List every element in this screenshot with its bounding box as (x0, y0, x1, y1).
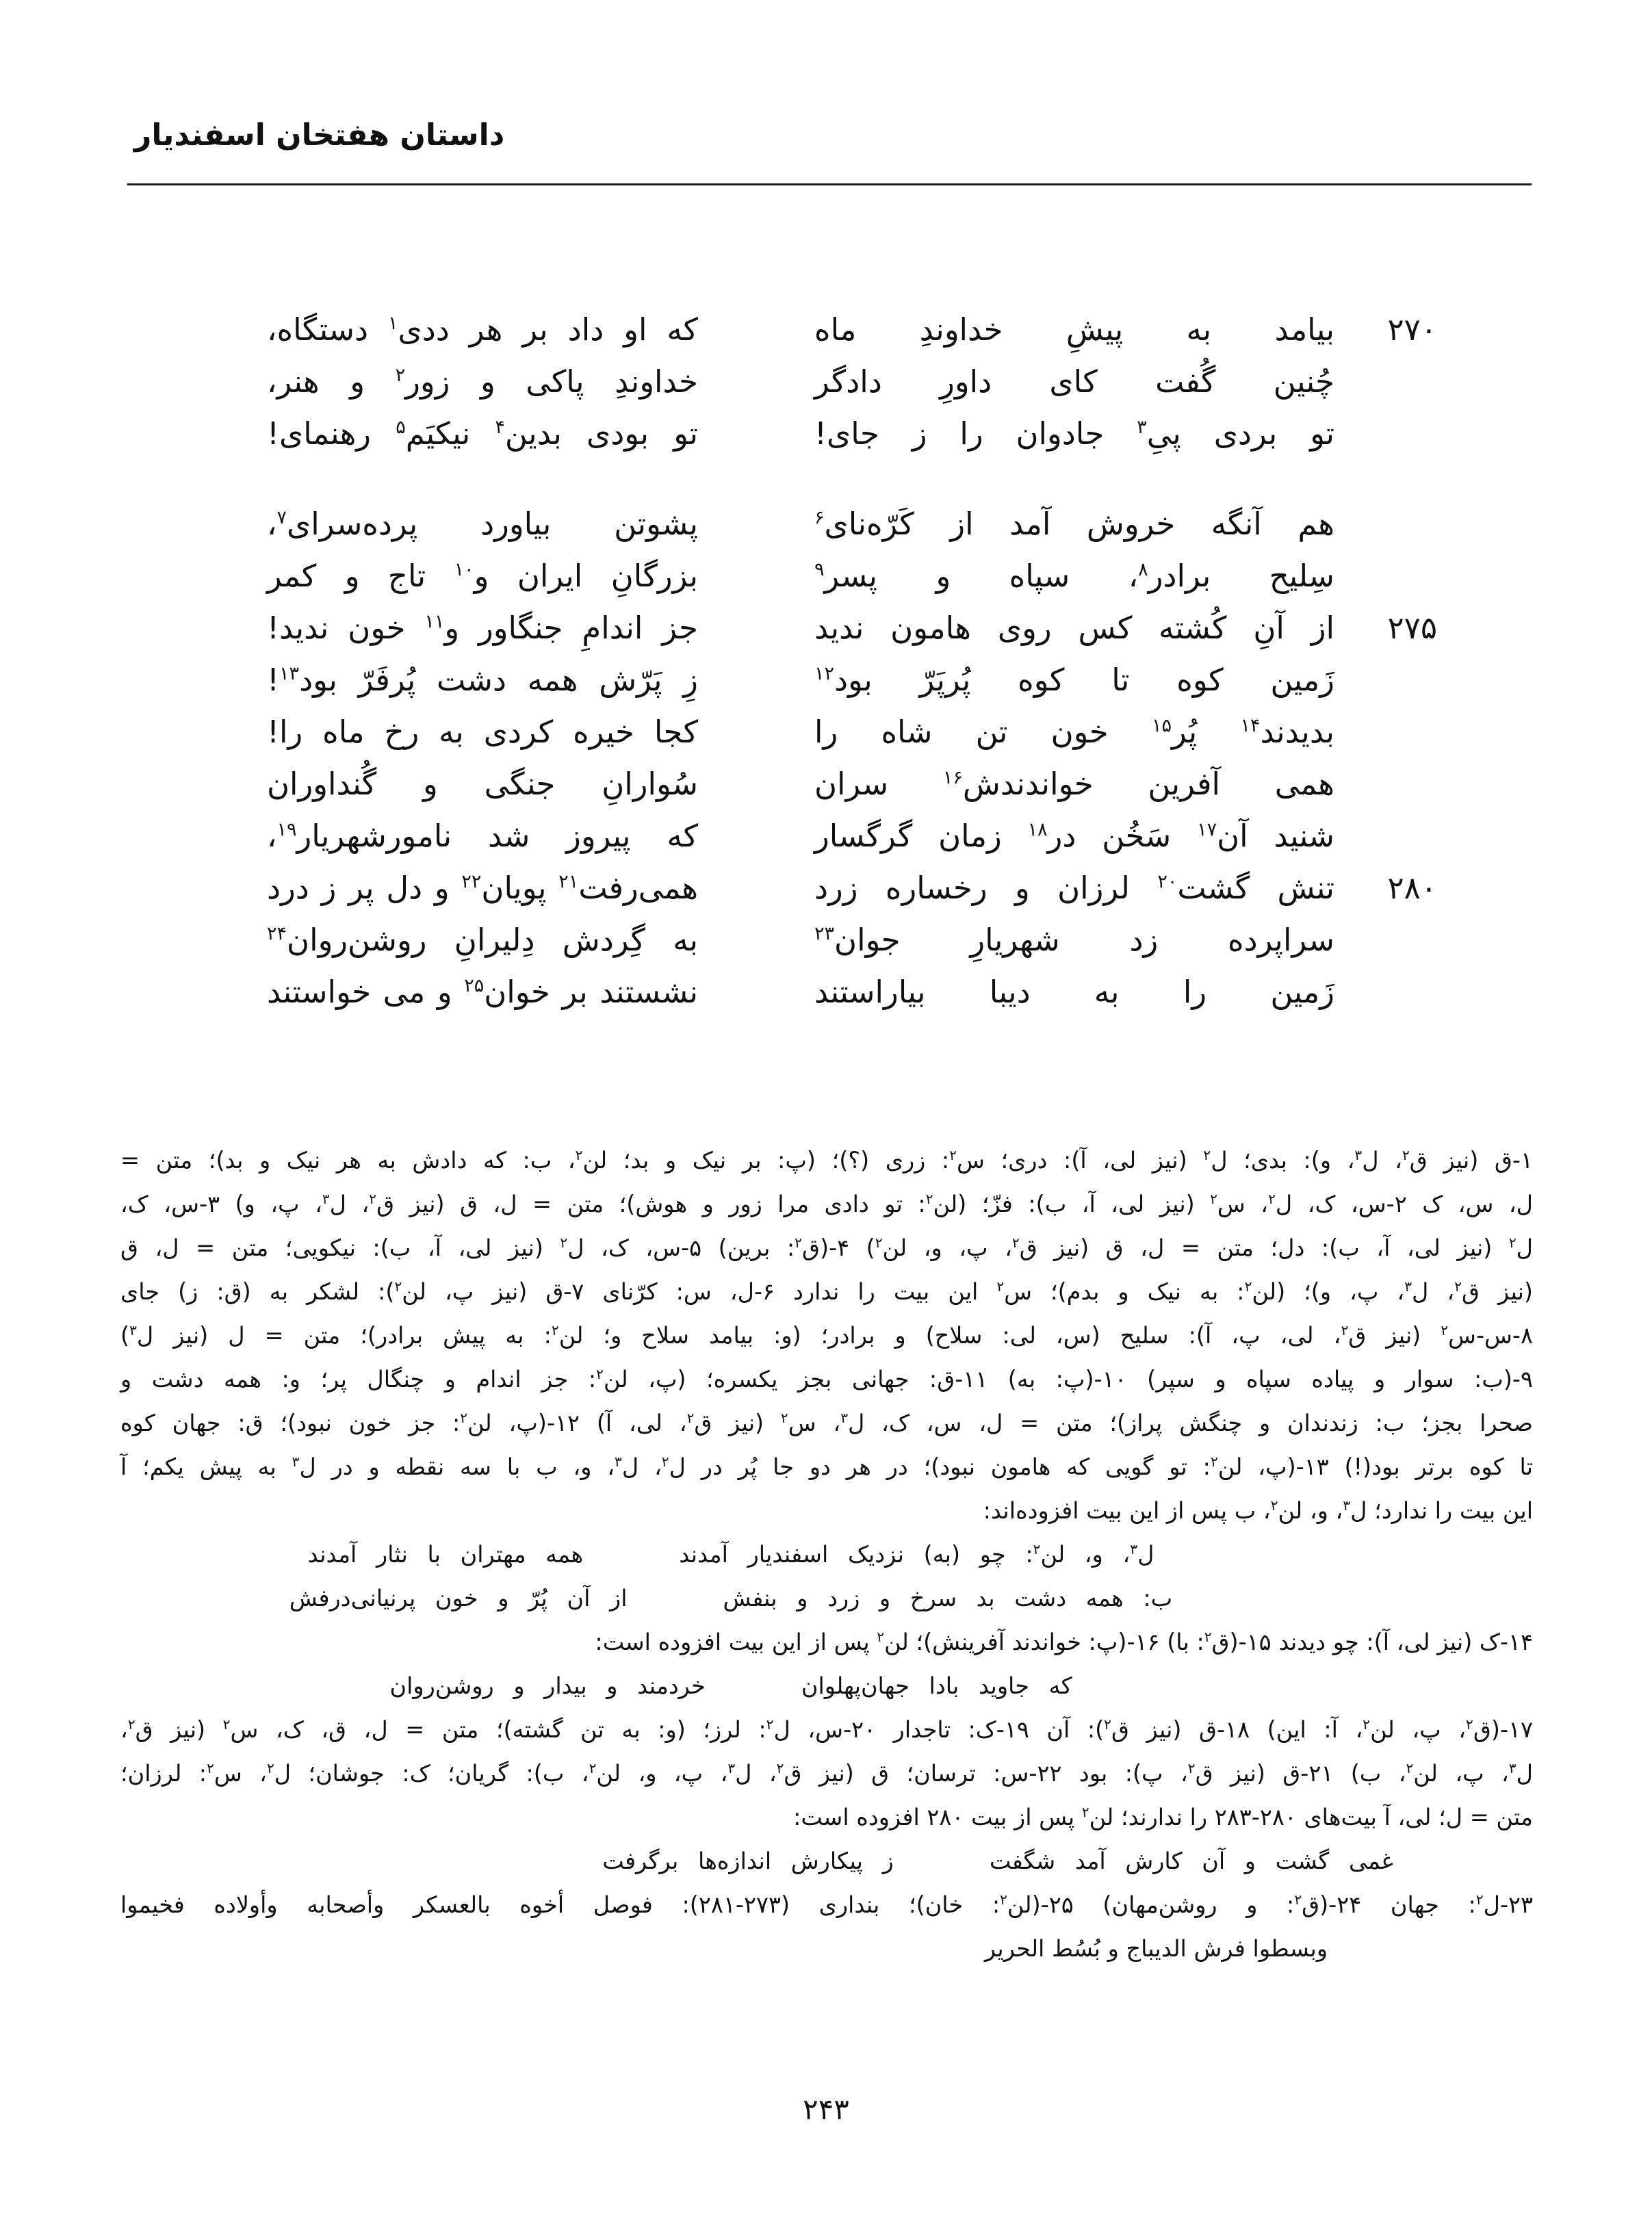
apparatus-verse-right-half: که جاوید بادا جهان‌پهلوان (801, 1672, 1072, 1699)
couplet-row (267, 408, 1437, 460)
hemistich-left: همی‌رفت$^{۲۱}$ پویان$^{۲۲}$ و دل پر ز درد (267, 870, 698, 906)
hemistich-left: که او داد بر هر ددی$^۱$ دستگاه، (267, 311, 698, 348)
couplet-row (267, 304, 1437, 356)
couplet-row (267, 498, 1437, 550)
apparatus-line: ۸-س-س$^۲$ (نیز ق$^۲$، لی، پ، آ): سلیح (س، لی: سلاح) و برادر؛ (و: بیامد سلاح و؛ لن$^۲$: به پیش برادر)؛ متن = ل (نیز ل$^۳$) (120, 1321, 1534, 1349)
verse-block (267, 304, 1437, 1018)
hemistich-right: سراپرده زد شهریارِ جوان$^{۲۳}$ (814, 922, 1334, 958)
apparatus-inserted-verse (25, 1577, 1437, 1620)
header-rule (127, 183, 1532, 185)
apparatus-line: (نیز ق$^۲$، ل$^۳$، پ، و)؛ (لن$^۲$: به نیک و بدم)؛ س$^۲$ این بیت را ندارد ۶-ل، س: کرّنای ۷-ق (نیز پ، لن$^۲$): لشکر به (ق: ز) جای (120, 1278, 1533, 1305)
hemistich-right: تنش گشت$^{۲۰}$ لرزان و رخساره زرد (814, 870, 1334, 906)
apparatus-inserted-verse (25, 1533, 1437, 1577)
page-number: ۲۴۳ (803, 2093, 849, 2126)
hemistich-right: چُنین گُفت کای داورِ دادگر (814, 363, 1334, 400)
verse-number: ۲۷۵ (1387, 610, 1437, 646)
hemistich-left: کجا خیره کردی به رخ ماه را! (267, 714, 698, 750)
couplet-row (267, 914, 1437, 966)
hemistich-right: زَمین را به دیبا بیاراستند (814, 974, 1334, 1010)
apparatus-line: متن = ل؛ لی، آ بیت‌های ۲۸۰-۲۸۳ را ندارند؛ لن$^۲$ پس از بیت ۲۸۰ افزوده است: (793, 1803, 1533, 1830)
couplet-row (267, 862, 1437, 914)
hemistich-right: زَمین کوه تا کوه پُرپَرّ بود$^{۱۲}$ (814, 662, 1334, 698)
hemistich-left: خداوندِ پاکی و زور$^۲$ و هنر، (267, 363, 698, 400)
apparatus-verse-right-half: ل$^۳$، و، لن$^۲$: چو (به) نزدیک اسفندیار آمدند (679, 1540, 1154, 1568)
apparatus-verse-left-half: ز پیکارش اندازه‌ها برگرفت (602, 1848, 894, 1874)
apparatus-inserted-verse (25, 1664, 1437, 1708)
hemistich-left: بزرگانِ ایران و$^{۱۰}$ تاج و کمر (267, 558, 698, 594)
hemistich-right: شنید آن$^{۱۷}$ سَخُن در$^{۱۸}$ زمان گرگسار (814, 818, 1334, 854)
hemistich-left: پشوتن بیاورد پرده‌سرای$^۷$، (267, 506, 698, 542)
apparatus-line: این بیت را ندارد؛ ل$^۳$، و، لن$^۲$، ب پس از این بیت افزوده‌اند: (983, 1497, 1533, 1524)
couplet-row (267, 654, 1437, 706)
apparatus-line: ل$^۳$، پ، لن$^۲$، ب) ۲۱-ق (نیز ق$^۲$، پ): بود ۲۲-س: ترسان؛ ق (نیز ق$^۲$، ل$^۳$، پ، و، لن$^۲$، ب): گریان؛ ک: جوشان؛ ل$^۲$، س$^۲$: لرزان؛ (120, 1759, 1534, 1787)
hemistich-left: سُوارانِ جنگی و گُنداوران (267, 766, 698, 802)
apparatus-line: ل$^۲$ (نیز لی، آ، ب): دل؛ متن = ل، ق (نیز ق$^۲$، پ، و، لن$^۲$) ۴-(ق$^۲$: برین) ۵-س، ک، ل$^۲$ (نیز لی، آ، ب): نیکویی؛ متن = ل، ق (120, 1234, 1533, 1261)
hemistich-left: که پیروز شد نامورشهریار$^{۱۹}$، (267, 818, 698, 854)
apparatus-line: صحرا بجز؛ ب: زندندان و چنگش پراز)؛ متن = ل، س، ک، ل$^۳$، س$^۲$ (نیز ق$^۲$، لی، آ) ۱۲-(پ، لن$^۲$: جز خون نبود)؛ ق: جهان کوه (120, 1409, 1533, 1436)
apparatus-verse-left-half: خردمند و بیدار و روشن‌روان (389, 1672, 706, 1699)
hemistich-left: تو بودی بدین$^۴$ نیکیَم$^۵$ رهنمای! (267, 415, 699, 452)
couplet-row (267, 550, 1437, 602)
apparatus-line: ۱۴-ک (نیز لی، آ): چو دیدند ۱۵-(ق$^۲$: با) ۱۶-(پ: خواندند آفرینش)؛ لن$^۲$ پس از این بیت افزوده است: (595, 1628, 1533, 1655)
page-title: داستان هفتخان اسفندیار (134, 118, 505, 153)
apparatus-block (120, 1139, 1533, 1971)
apparatus-line: ۲۳-ل$^۲$: جهان ۲۴-(ق$^۲$: و روشن‌مهان) ۲۵-(لن$^۲$: خان)؛ بنداری (۲۷۳-۲۸۱): فوصل أخوه بالعسکر وأصحابه وأولاده فخیموا (120, 1891, 1533, 1918)
hemistich-left: جز اندامِ جنگاور و$^{۱۱}$ خون ندید! (267, 610, 698, 646)
couplet-row (267, 758, 1437, 810)
couplet-row (267, 356, 1437, 408)
hemistich-right: بدیدند$^{۱۴}$ پُر$^{۱۵}$ خون تن شاه را (814, 714, 1334, 750)
apparatus-verse-left-half: از آن پُرّ و خون پرنیانی‌درفش (289, 1585, 628, 1612)
apparatus-verse-right-half: غمی گشت و آن کارش آمد شگفت (989, 1848, 1393, 1874)
apparatus-line: تا کوه برتر بود(!) ۱۳-(پ، لن$^۲$: تو گویی که هامون نبود)؛ در هر دو جا پُر در ل$^۲$، ل$^۳$، و، ب با سه نقطه و در ل$^۳$ به پیش یکم؛ آ (120, 1453, 1533, 1480)
apparatus-line: ۱۷-(ق$^۲$، پ، لن$^۲$، آ: این) ۱۸-ق (نیز ق$^۲$): آن ۱۹-ک: تاجدار ۲۰-س، ل$^۲$: لرز؛ (و: به تن گشته)؛ متن = ل، ق، ک، س$^۲$ (نیز ق$^۲$، (120, 1716, 1533, 1743)
hemistich-right: همی آفرین خواندندش$^{۱۶}$ سران (814, 766, 1334, 802)
apparatus-line: ل، س، ک ۲-س، ک، ل$^۲$، س$^۲$ (نیز لی، آ، ب): فزّ؛ (لن$^۲$: تو دادی مرا زور و هوش)؛ متن = ل، ق (نیز ق$^۲$، ل$^۳$، پ، و) ۳-س، ک، (120, 1190, 1533, 1217)
running-header (134, 118, 504, 153)
apparatus-line: وبسطوا فرش الدیباج و بُسُط الحریر (984, 1935, 1328, 1962)
apparatus-verse-left-half: همه مهتران با نثار آمدند (307, 1541, 584, 1568)
apparatus-line: ۹-(ب: سوار و پیاده سپاه و سپر) ۱۰-(پ: به) ۱۱-ق: جهانی بجز یکسره؛ (پ، لن$^۲$: جز اندام و چنگال پر؛ و: همه دشت و (120, 1365, 1533, 1393)
hemistich-right: سِلیح برادر$^۸$، سپاه و پسر$^۹$ (814, 558, 1334, 594)
apparatus-verse-right-half: ب: همه دشت بد سرخ و زرد و بنفش (723, 1585, 1173, 1612)
couplet-row (267, 706, 1437, 758)
hemistich-left: به گِردش دِلیرانِ روشن‌روان$^{۲۴}$ (267, 922, 698, 958)
verse-number: ۲۷۰ (1387, 311, 1437, 348)
hemistich-right: از آنِ کُشته کس روی هامون ندید (814, 610, 1334, 646)
hemistich-right: هم آنگه خروش آمد از کَرّه‌نای$^۶$ (814, 506, 1334, 542)
verse-number: ۲۸۰ (1387, 870, 1437, 906)
apparatus-inserted-verse (292, 1839, 1652, 1883)
hemistich-left: نشستند بر خوان$^{۲۵}$ و می خواستند (267, 974, 699, 1010)
couplet-row (267, 966, 1437, 1018)
hemistich-right: بیامد به پیشِ خداوندِ ماه (814, 311, 1334, 348)
couplet-row (267, 602, 1437, 654)
hemistich-right: تو بردی پیِ$^۳$ جادوان را ز جای! (814, 415, 1335, 452)
apparatus-line: ۱-ق (نیز ق$^۲$، ل$^۳$، و): بدی؛ ل$^۲$ (نیز لی، آ): دری؛ س$^۲$: زری (؟)؛ (پ: بر نیک و بد؛ لن$^۲$، ب: که دادش به هر نیک و بد)؛ متن = (120, 1146, 1533, 1174)
couplet-row (267, 810, 1437, 862)
hemistich-left: زِ پَرّش همه دشت پُرفَرّ بود$^{۱۳}$! (267, 662, 698, 698)
